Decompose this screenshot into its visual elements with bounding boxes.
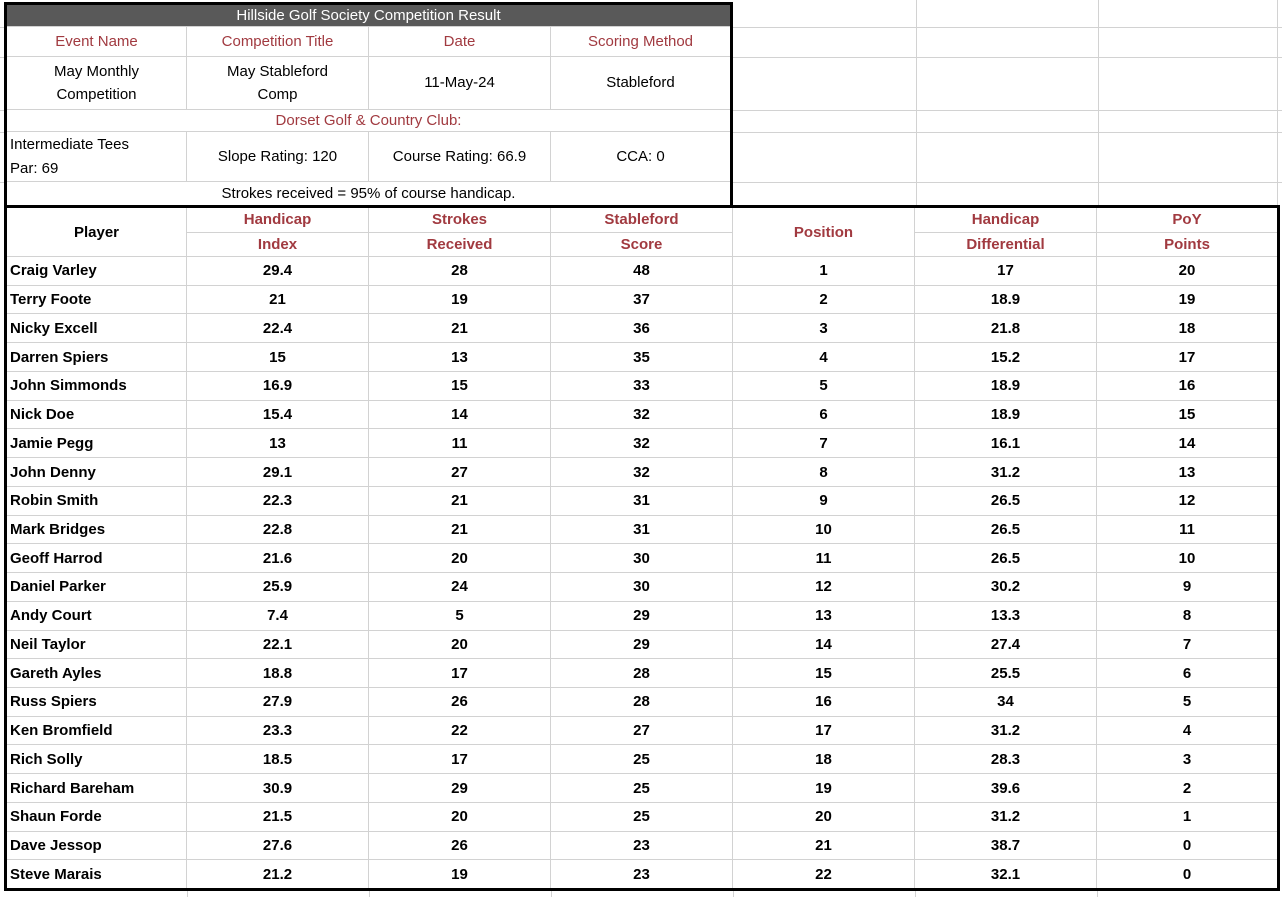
position-cell: 17 (733, 717, 915, 745)
table-row (7, 314, 1277, 343)
column-header-label: Handicap (915, 208, 1096, 233)
handicap-differential-cell: 26.5 (915, 487, 1097, 515)
column-header-label: Points (1164, 235, 1210, 253)
handicap-index-cell: 30.9 (187, 774, 369, 802)
handicap-index-cell: 22.8 (187, 516, 369, 544)
stableford-score-cell: 29 (551, 602, 733, 630)
column-header-label: Strokes (369, 208, 550, 233)
table-row (7, 573, 1277, 602)
stableford-score-cell: 27 (551, 717, 733, 745)
position-cell: 22 (733, 860, 915, 888)
strokes-received-cell: 29 (369, 774, 551, 802)
poy-points-cell: 2 (1182, 779, 1192, 797)
handicap-differential-cell: 39.6 (915, 774, 1097, 802)
position-cell: 7 (733, 429, 915, 457)
handicap-differential-cell: 31.2 (915, 803, 1097, 831)
gridline (916, 0, 917, 205)
table-row (7, 487, 1277, 516)
gridline (1097, 891, 1098, 897)
gridline (369, 891, 370, 897)
table-row (7, 832, 1277, 861)
column-header-label: Stableford (551, 208, 732, 233)
player-cell: Mark Bridges (7, 516, 187, 544)
position-cell: 3 (733, 314, 915, 342)
strokes-received-cell: 21 (369, 487, 551, 515)
handicap-index-cell: 21.2 (187, 860, 369, 888)
stableford-score-cell: 32 (551, 429, 733, 457)
results-body (7, 257, 1277, 888)
handicap-index-cell: 27.9 (187, 688, 369, 716)
strokes-note: Strokes received = 95% of course handicap. (221, 184, 516, 202)
position-cell: 8 (733, 458, 915, 486)
strokes-received-cell: 24 (369, 573, 551, 601)
poy-points-cell: 11 (1179, 520, 1195, 538)
handicap-index-cell: 22.3 (187, 487, 369, 515)
column-header-handicap-differential (915, 208, 1097, 256)
handicap-index-cell: 22.4 (187, 314, 369, 342)
gridline (733, 57, 1282, 58)
stableford-score-cell: 25 (551, 745, 733, 773)
poy-points-cell: 20 (1178, 262, 1196, 280)
poy-points-cell: 8 (1182, 607, 1192, 625)
position-cell: 18 (733, 745, 915, 773)
gridline (733, 132, 1282, 133)
stableford-score-cell: 33 (551, 372, 733, 400)
poy-points-cell: 6 (1182, 664, 1192, 682)
column-header-label: Handicap (187, 208, 368, 233)
sheet-title: Hillside Golf Society Competition Result (7, 5, 730, 26)
event-values-row (7, 57, 730, 110)
strokes-received-cell: 19 (369, 286, 551, 314)
column-header-label: Score (620, 235, 663, 253)
player-cell: Craig Varley (7, 257, 187, 285)
table-row (7, 458, 1277, 487)
table-row (7, 774, 1277, 803)
player-cell: Jamie Pegg (7, 429, 187, 457)
gridline (1098, 0, 1099, 205)
handicap-index-cell: 21.5 (187, 803, 369, 831)
table-row (7, 544, 1277, 573)
results-header (7, 208, 1277, 257)
handicap-differential-cell: 18.9 (915, 372, 1097, 400)
slope-rating-cell: Slope Rating: 120 (187, 132, 369, 181)
column-header-label: Player (73, 223, 120, 241)
strokes-received-cell: 26 (369, 688, 551, 716)
poy-points-cell: 12 (1178, 492, 1196, 510)
stableford-score-cell: 25 (551, 774, 733, 802)
player-cell: Darren Spiers (7, 343, 187, 371)
column-header-label: Index (257, 235, 298, 253)
player-cell: John Denny (7, 458, 187, 486)
strokes-received-cell: 20 (369, 631, 551, 659)
handicap-differential-cell: 28.3 (915, 745, 1097, 773)
title-bar (7, 5, 730, 27)
position-cell: 10 (733, 516, 915, 544)
poy-points-cell: 0 (1182, 837, 1192, 855)
position-cell: 13 (733, 602, 915, 630)
handicap-index-cell: 16.9 (187, 372, 369, 400)
strokes-received-cell: 22 (369, 717, 551, 745)
strokes-received-cell: 14 (369, 401, 551, 429)
strokes-received-cell: 21 (369, 516, 551, 544)
player-cell: Shaun Forde (7, 803, 187, 831)
table-row (7, 286, 1277, 315)
position-cell: 5 (733, 372, 915, 400)
handicap-differential-cell: 31.2 (915, 717, 1097, 745)
strokes-received-cell: 27 (369, 458, 551, 486)
gridline (1277, 0, 1278, 205)
column-header-poy-points (1097, 208, 1277, 256)
strokes-received-cell: 5 (369, 602, 551, 630)
strokes-received-cell: 17 (369, 745, 551, 773)
poy-points-cell: 14 (1178, 434, 1196, 452)
player-cell: Andy Court (7, 602, 187, 630)
gridline (733, 110, 1282, 111)
handicap-differential-cell: 27.4 (915, 631, 1097, 659)
position-cell: 1 (733, 257, 915, 285)
column-header-label: Received (426, 235, 493, 253)
table-row (7, 688, 1277, 717)
handicap-index-cell: 29.4 (187, 257, 369, 285)
position-cell: 16 (733, 688, 915, 716)
player-cell: Geoff Harrod (7, 544, 187, 572)
competition-title-value: May Stableford Comp (187, 57, 369, 109)
strokes-received-cell: 20 (369, 544, 551, 572)
table-row (7, 803, 1277, 832)
player-cell: John Simmonds (7, 372, 187, 400)
table-row (7, 429, 1277, 458)
stableford-score-cell: 25 (551, 803, 733, 831)
scoring-method-value: Stableford (606, 74, 675, 92)
position-cell: 11 (733, 544, 915, 572)
table-row (7, 516, 1277, 545)
stableford-score-cell: 32 (551, 401, 733, 429)
handicap-differential-cell: 38.7 (915, 832, 1097, 860)
player-cell: Gareth Ayles (7, 659, 187, 687)
column-header-stableford-score (551, 208, 733, 256)
stableford-score-cell: 28 (551, 688, 733, 716)
stableford-score-cell: 28 (551, 659, 733, 687)
event-name-value: May Monthly Competition (7, 57, 187, 109)
strokes-received-cell: 20 (369, 803, 551, 831)
stableford-score-cell: 36 (551, 314, 733, 342)
stableford-score-cell: 23 (551, 860, 733, 888)
stableford-score-cell: 31 (551, 487, 733, 515)
table-row (7, 401, 1277, 430)
position-cell: 19 (733, 774, 915, 802)
column-header-position (733, 208, 915, 256)
strokes-received-cell: 11 (369, 429, 551, 457)
club-name: Dorset Golf & Country Club: (275, 111, 462, 129)
handicap-differential-cell: 26.5 (915, 544, 1097, 572)
handicap-differential-cell: 17 (915, 257, 1097, 285)
poy-points-cell: 10 (1178, 549, 1196, 567)
competition-info-block (4, 2, 733, 208)
date-header: Date (369, 27, 551, 56)
handicap-index-cell: 7.4 (187, 602, 369, 630)
player-cell: Nick Doe (7, 401, 187, 429)
date-value: 11-May-24 (369, 57, 551, 109)
course-ratings-row (7, 132, 730, 182)
strokes-received-cell: 28 (369, 257, 551, 285)
poy-points-cell: 3 (1182, 750, 1192, 768)
stableford-score-cell: 37 (551, 286, 733, 314)
table-row (7, 602, 1277, 631)
cca-cell: CCA: 0 (616, 147, 665, 165)
table-row (7, 745, 1277, 774)
tees-par-cell: Intermediate Tees Par: 69 (7, 132, 187, 181)
player-cell: Daniel Parker (7, 573, 187, 601)
handicap-index-cell: 21 (187, 286, 369, 314)
handicap-differential-cell: 15.2 (915, 343, 1097, 371)
poy-points-cell: 5 (1182, 693, 1192, 711)
position-cell: 21 (733, 832, 915, 860)
table-row (7, 257, 1277, 286)
player-cell: Russ Spiers (7, 688, 187, 716)
handicap-differential-cell: 30.2 (915, 573, 1097, 601)
position-cell: 6 (733, 401, 915, 429)
table-row (7, 343, 1277, 372)
poy-points-cell: 4 (1182, 722, 1192, 740)
table-row (7, 631, 1277, 660)
position-cell: 14 (733, 631, 915, 659)
table-row (7, 659, 1277, 688)
table-row (7, 860, 1277, 888)
gridline (733, 182, 1282, 183)
player-cell: Dave Jessop (7, 832, 187, 860)
strokes-received-cell: 26 (369, 832, 551, 860)
handicap-index-cell: 22.1 (187, 631, 369, 659)
poy-points-cell: 15 (1178, 406, 1196, 424)
handicap-index-cell: 15.4 (187, 401, 369, 429)
competition-title-header: Competition Title (187, 27, 369, 56)
strokes-received-cell: 21 (369, 314, 551, 342)
handicap-index-cell: 18.5 (187, 745, 369, 773)
player-cell: Neil Taylor (7, 631, 187, 659)
column-header-handicap-index (187, 208, 369, 256)
poy-points-cell: 1 (1182, 808, 1192, 826)
gridline (733, 27, 1282, 28)
handicap-differential-cell: 13.3 (915, 602, 1097, 630)
handicap-index-cell: 18.8 (187, 659, 369, 687)
poy-points-cell: 13 (1178, 463, 1196, 481)
strokes-note-row (7, 182, 730, 205)
player-cell: Steve Marais (7, 860, 187, 888)
poy-points-cell: 18 (1178, 319, 1196, 337)
event-name-header: Event Name (7, 27, 187, 56)
table-row (7, 717, 1277, 746)
strokes-received-cell: 17 (369, 659, 551, 687)
club-row (7, 110, 730, 132)
handicap-index-cell: 25.9 (187, 573, 369, 601)
poy-points-cell: 17 (1178, 348, 1196, 366)
strokes-received-cell: 19 (369, 860, 551, 888)
player-cell: Ken Bromfield (7, 717, 187, 745)
table-row (7, 372, 1277, 401)
handicap-differential-cell: 32.1 (915, 860, 1097, 888)
poy-points-cell: 19 (1178, 291, 1196, 309)
event-header-row (7, 27, 730, 57)
strokes-received-cell: 13 (369, 343, 551, 371)
column-header-strokes-received (369, 208, 551, 256)
player-cell: Robin Smith (7, 487, 187, 515)
gridline (187, 891, 188, 897)
course-rating-cell: Course Rating: 66.9 (369, 132, 551, 181)
player-cell: Richard Bareham (7, 774, 187, 802)
poy-points-cell: 0 (1182, 865, 1192, 883)
stableford-score-cell: 30 (551, 573, 733, 601)
gridline (915, 891, 916, 897)
position-cell: 15 (733, 659, 915, 687)
handicap-differential-cell: 31.2 (915, 458, 1097, 486)
stableford-score-cell: 35 (551, 343, 733, 371)
handicap-index-cell: 29.1 (187, 458, 369, 486)
player-cell: Rich Solly (7, 745, 187, 773)
stableford-score-cell: 48 (551, 257, 733, 285)
handicap-differential-cell: 16.1 (915, 429, 1097, 457)
gridline (733, 891, 734, 897)
position-cell: 2 (733, 286, 915, 314)
stableford-score-cell: 31 (551, 516, 733, 544)
position-cell: 12 (733, 573, 915, 601)
column-header-label: Position (793, 223, 854, 241)
poy-points-cell: 7 (1182, 635, 1192, 653)
scoring-method-header: Scoring Method (587, 32, 694, 50)
poy-points-cell: 9 (1182, 578, 1192, 596)
results-table (4, 205, 1280, 891)
stableford-score-cell: 23 (551, 832, 733, 860)
poy-points-cell: 16 (1178, 377, 1196, 395)
position-cell: 20 (733, 803, 915, 831)
position-cell: 9 (733, 487, 915, 515)
handicap-differential-cell: 34 (915, 688, 1097, 716)
handicap-index-cell: 13 (187, 429, 369, 457)
strokes-received-cell: 15 (369, 372, 551, 400)
position-cell: 4 (733, 343, 915, 371)
handicap-differential-cell: 18.9 (915, 286, 1097, 314)
handicap-index-cell: 27.6 (187, 832, 369, 860)
handicap-differential-cell: 18.9 (915, 401, 1097, 429)
stableford-score-cell: 32 (551, 458, 733, 486)
handicap-index-cell: 21.6 (187, 544, 369, 572)
column-header-label: PoY (1097, 208, 1277, 233)
gridline (551, 891, 552, 897)
handicap-differential-cell: 25.5 (915, 659, 1097, 687)
handicap-differential-cell: 21.8 (915, 314, 1097, 342)
column-header-player (7, 208, 187, 256)
column-header-label: Differential (966, 235, 1045, 253)
handicap-index-cell: 15 (187, 343, 369, 371)
handicap-index-cell: 23.3 (187, 717, 369, 745)
player-cell: Terry Foote (7, 286, 187, 314)
handicap-differential-cell: 26.5 (915, 516, 1097, 544)
stableford-score-cell: 29 (551, 631, 733, 659)
stableford-score-cell: 30 (551, 544, 733, 572)
player-cell: Nicky Excell (7, 314, 187, 342)
